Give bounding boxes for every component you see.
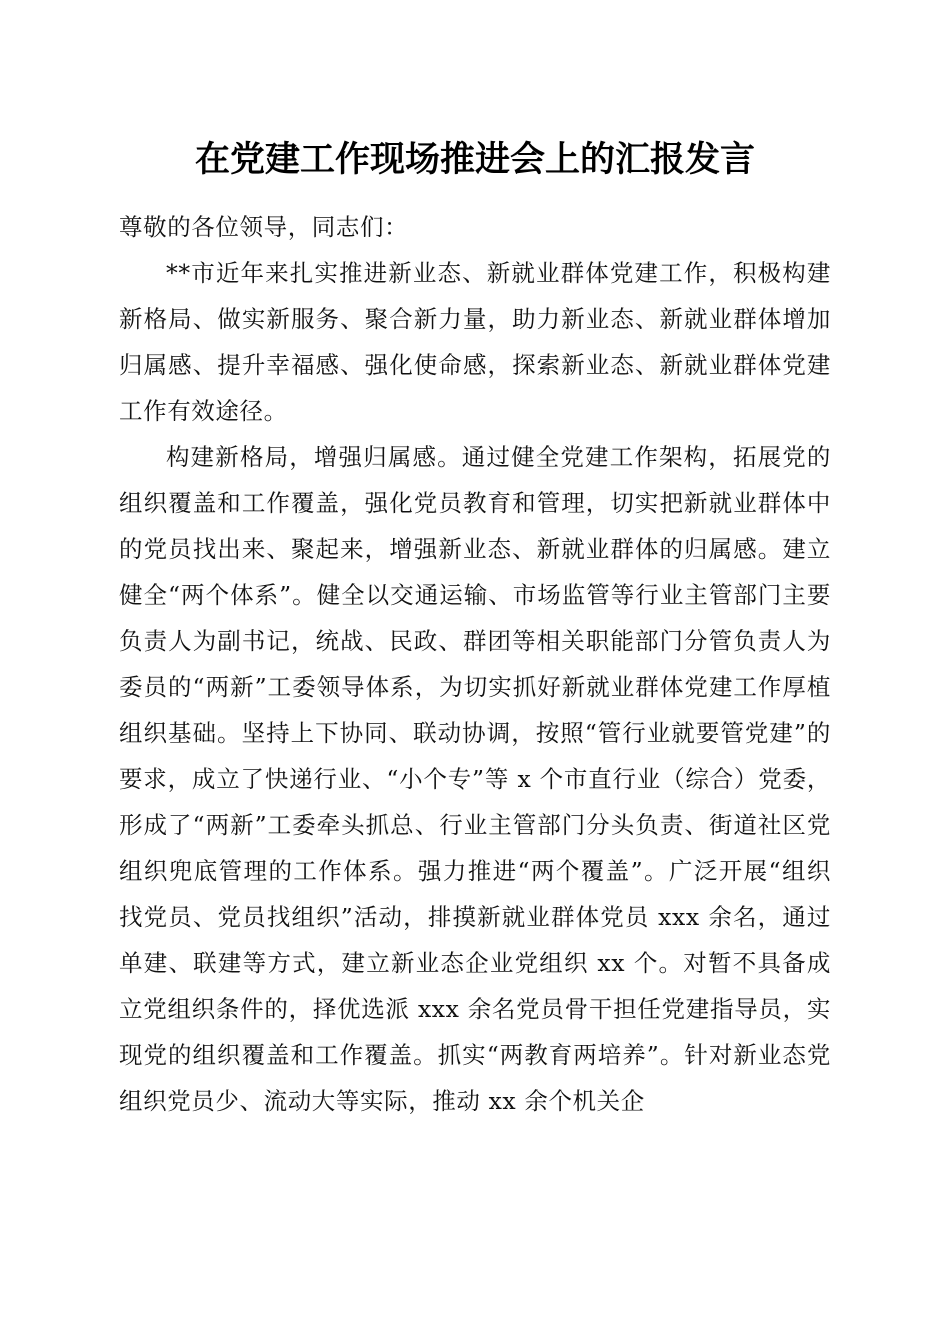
- document-title: 在党建工作现场推进会上的汇报发言: [194, 139, 755, 180]
- paragraph-intro: **市近年来扎实推进新业态、新就业群体党建工作，积极构建新格局、做实新服务、聚合新力量，助力新业态、新就业群体增加归属感、提升幸福感、强化使命感，探索新业态、新就业群体党建工作有效途径。: [119, 259, 831, 425]
- document-body: [119, 204, 831, 1124]
- salutation: 尊敬的各位领导，同志们：: [119, 213, 409, 241]
- paragraph-new-pattern: 构建新格局，增强归属感。通过健全党建工作架构，拓展党的组织覆盖和工作覆盖，强化党员教育和管理，切实把新就业群体中的党员找出来、聚起来，增强新业态、新就业群体的归属感。建立健全“两个体系”。健全以交通运输、市场监管等行业主管部门主要负责人为副书记，统战、民政、群团等相关职能部门分管负责人为委员的“两新”工委领导体系，为切实抓好新就业群体党建工作厚植组织基础。坚持上下协同、联动协调，按照“管行业就要管党建”的要求，成立了快递行业、“小个专”等 x 个市直行业（综合）党委，形成了“两新”工委牵头抓总、行业主管部门分头负责、街道社区党组织兜底管理的工作体系。强力推进“两个覆盖”。广泛开展“组织找党员、党员找组织”活动，排摸新就业群体党员 xxx 余名，通过单建、联建等方式，建立新业态企业党组织 xx 个。对暂不具备成立党组织条件的，择优选派 xxx 余名党员骨干担任党建指导员，实现党的组织覆盖和工作覆盖。抓实“两教育两培养”。针对新业态党组织党员少、流动大等实际，推动 xx 余个机关企: [119, 443, 831, 1115]
